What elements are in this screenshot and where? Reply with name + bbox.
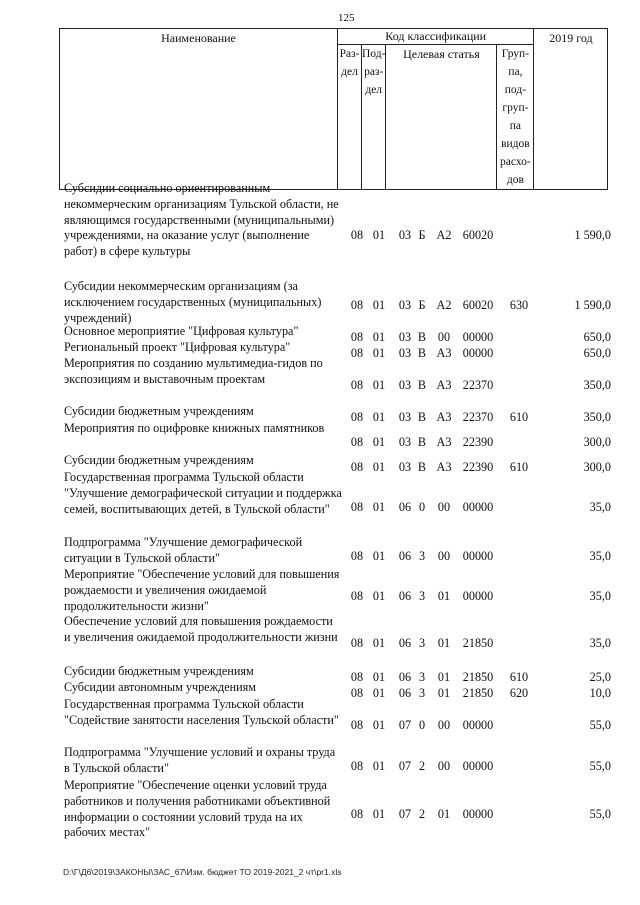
page-number: 125 <box>338 12 355 24</box>
row-podrazdel: 01 <box>372 435 386 449</box>
row-razdel: 08 <box>350 686 364 700</box>
row-podrazdel: 01 <box>372 228 386 242</box>
row-razdel: 08 <box>350 435 364 449</box>
row-subprogram: Б <box>418 298 426 312</box>
row-name: Мероприятия по оцифровке книжных памятников <box>64 421 325 435</box>
row-event: А3 <box>436 378 452 392</box>
row-event: 01 <box>437 636 451 650</box>
row-event: 00 <box>437 718 451 732</box>
row-program: 03 <box>398 228 412 242</box>
row-event: А3 <box>436 410 452 424</box>
row-podrazdel: 01 <box>372 670 386 684</box>
row-razdel: 08 <box>350 759 364 773</box>
row-event: А3 <box>436 460 452 474</box>
row-direction: 00000 <box>462 330 494 344</box>
row-amount: 10,0 <box>589 686 611 700</box>
row-event: А3 <box>436 346 452 360</box>
row-subprogram: 2 <box>418 807 426 821</box>
row-amount: 300,0 <box>583 460 611 474</box>
row-amount: 35,0 <box>589 500 611 514</box>
row-name: Государственная программа Тульской области "Улучшение демографической ситуации и поддержка семей, воспитывающих детей, в Тульской области" <box>64 470 342 516</box>
header-gruppa: Груп- па, под- груп- па видов расхо- дов <box>497 45 534 190</box>
row-event: 00 <box>437 330 451 344</box>
row-razdel: 08 <box>350 500 364 514</box>
row-direction: 22390 <box>462 460 494 474</box>
row-amount: 1 590,0 <box>574 228 611 242</box>
row-event: А2 <box>436 228 452 242</box>
row-event: 01 <box>437 589 451 603</box>
row-name: Субсидии некоммерческим организациям (за исключением государственных (муниципальных) учреждений) <box>64 279 322 325</box>
row-event: 00 <box>437 549 451 563</box>
row-name: Субсидии бюджетным учреждениям <box>64 453 254 467</box>
row-podrazdel: 01 <box>372 298 386 312</box>
row-subprogram: 0 <box>418 718 426 732</box>
row-amount: 35,0 <box>589 549 611 563</box>
row-program: 03 <box>398 410 412 424</box>
row-expense-group: 620 <box>509 686 529 700</box>
row-event: 01 <box>437 807 451 821</box>
row-expense-group: 630 <box>509 298 529 312</box>
row-podrazdel: 01 <box>372 636 386 650</box>
row-name: Государственная программа Тульской области "Содействие занятости населения Тульской области" <box>64 697 339 727</box>
row-amount: 35,0 <box>589 589 611 603</box>
row-razdel: 08 <box>350 410 364 424</box>
row-podrazdel: 01 <box>372 330 386 344</box>
row-event: 00 <box>437 759 451 773</box>
row-program: 07 <box>398 759 412 773</box>
row-name: Подпрограмма "Улучшение демографической ситуации в Тульской области" <box>64 535 303 565</box>
row-razdel: 08 <box>350 718 364 732</box>
row-subprogram: В <box>417 460 427 474</box>
row-amount: 35,0 <box>589 636 611 650</box>
row-subprogram: В <box>417 435 427 449</box>
row-subprogram: 3 <box>418 549 426 563</box>
row-direction: 00000 <box>462 759 494 773</box>
row-podrazdel: 01 <box>372 589 386 603</box>
row-subprogram: В <box>417 346 427 360</box>
row-direction: 00000 <box>462 549 494 563</box>
row-amount: 25,0 <box>589 670 611 684</box>
row-name: Основное мероприятие "Цифровая культура" <box>64 324 299 338</box>
row-amount: 350,0 <box>583 378 611 392</box>
row-program: 03 <box>398 298 412 312</box>
file-path-footer: D:\Г\Д6\2019\ЗАКОНЫ\ЗАС_67\Изм. бюджет ТО 2019-2021_2 чт\pr1.xls <box>63 867 342 877</box>
row-subprogram: 0 <box>418 500 426 514</box>
row-podrazdel: 01 <box>372 549 386 563</box>
row-program: 06 <box>398 686 412 700</box>
header-tselevaya: Целевая статья <box>386 45 497 190</box>
row-program: 03 <box>398 435 412 449</box>
row-subprogram: 3 <box>418 686 426 700</box>
row-direction: 60020 <box>462 298 494 312</box>
row-name: Мероприятия по созданию мультимедиа-гидов по экспозициям и выставочным проектам <box>64 356 323 386</box>
row-direction: 60020 <box>462 228 494 242</box>
row-name: Обеспечение условий для повышения рождаемости и увеличения ожидаемой продолжительности жизни <box>64 614 338 644</box>
row-expense-group: 610 <box>509 460 529 474</box>
row-amount: 300,0 <box>583 435 611 449</box>
row-name: Субсидии социально ориентированным некоммерческим организациям Тульской области, не являющимся государственными (муниципальными) учреждениями, на оказание услуг (выполнение работ) в сфере культуры <box>64 181 339 259</box>
row-podrazdel: 01 <box>372 500 386 514</box>
row-subprogram: В <box>417 330 427 344</box>
row-razdel: 08 <box>350 228 364 242</box>
row-event: 01 <box>437 686 451 700</box>
row-podrazdel: 01 <box>372 378 386 392</box>
row-program: 06 <box>398 636 412 650</box>
row-expense-group: 610 <box>509 670 529 684</box>
row-razdel: 08 <box>350 807 364 821</box>
row-program: 07 <box>398 807 412 821</box>
row-razdel: 08 <box>350 460 364 474</box>
row-razdel: 08 <box>350 378 364 392</box>
row-name: Подпрограмма "Улучшение условий и охраны труда в Тульской области" <box>64 745 336 775</box>
row-name: Мероприятие "Обеспечение условий для повышения рождаемости и увеличения ожидаемой продолжительности жизни" <box>64 567 340 613</box>
row-direction: 22390 <box>462 435 494 449</box>
row-razdel: 08 <box>350 298 364 312</box>
row-program: 07 <box>398 718 412 732</box>
header-year: 2019 год <box>534 29 608 190</box>
row-razdel: 08 <box>350 346 364 360</box>
row-expense-group: 610 <box>509 410 529 424</box>
row-program: 06 <box>398 500 412 514</box>
row-program: 03 <box>398 346 412 360</box>
header-name: Наименование <box>60 29 338 190</box>
row-event: 01 <box>437 670 451 684</box>
row-amount: 55,0 <box>589 807 611 821</box>
row-direction: 22370 <box>462 410 494 424</box>
row-razdel: 08 <box>350 549 364 563</box>
header-podrazdel: Под- раз- дел <box>362 45 386 190</box>
row-razdel: 08 <box>350 330 364 344</box>
row-subprogram: 3 <box>418 670 426 684</box>
row-event: 00 <box>437 500 451 514</box>
row-program: 03 <box>398 330 412 344</box>
row-subprogram: 2 <box>418 759 426 773</box>
row-razdel: 08 <box>350 589 364 603</box>
row-program: 06 <box>398 589 412 603</box>
row-amount: 650,0 <box>583 346 611 360</box>
row-amount: 1 590,0 <box>574 298 611 312</box>
row-direction: 21850 <box>462 670 494 684</box>
row-name: Субсидии бюджетным учреждениям <box>64 664 254 678</box>
row-razdel: 08 <box>350 636 364 650</box>
row-direction: 00000 <box>462 718 494 732</box>
row-amount: 55,0 <box>589 759 611 773</box>
row-name: Субсидии автономным учреждениям <box>64 680 256 694</box>
row-direction: 00000 <box>462 346 494 360</box>
row-podrazdel: 01 <box>372 410 386 424</box>
row-name: Мероприятие "Обеспечение оценки условий труда работников и получения работниками объективной информации о состоянии условий труда на их рабочих местах" <box>64 778 331 840</box>
row-podrazdel: 01 <box>372 759 386 773</box>
row-event: А2 <box>436 298 452 312</box>
row-program: 06 <box>398 670 412 684</box>
row-podrazdel: 01 <box>372 807 386 821</box>
row-program: 03 <box>398 378 412 392</box>
row-razdel: 08 <box>350 670 364 684</box>
row-name: Субсидии бюджетным учреждениям <box>64 404 254 418</box>
row-event: А3 <box>436 435 452 449</box>
row-amount: 350,0 <box>583 410 611 424</box>
row-direction: 22370 <box>462 378 494 392</box>
row-subprogram: В <box>417 410 427 424</box>
row-podrazdel: 01 <box>372 686 386 700</box>
row-direction: 21850 <box>462 686 494 700</box>
row-direction: 21850 <box>462 636 494 650</box>
row-name: Региональный проект "Цифровая культура" <box>64 340 291 354</box>
row-direction: 00000 <box>462 589 494 603</box>
row-amount: 55,0 <box>589 718 611 732</box>
row-amount: 650,0 <box>583 330 611 344</box>
row-podrazdel: 01 <box>372 718 386 732</box>
header-razdel: Раз- дел <box>338 45 362 190</box>
table-header <box>59 28 608 190</box>
row-subprogram: 3 <box>418 636 426 650</box>
row-podrazdel: 01 <box>372 346 386 360</box>
row-subprogram: В <box>417 378 427 392</box>
row-podrazdel: 01 <box>372 460 386 474</box>
row-program: 06 <box>398 549 412 563</box>
row-direction: 00000 <box>462 807 494 821</box>
row-subprogram: 3 <box>418 589 426 603</box>
header-code: Код классификации <box>338 29 534 45</box>
row-direction: 00000 <box>462 500 494 514</box>
row-subprogram: Б <box>418 228 426 242</box>
row-program: 03 <box>398 460 412 474</box>
